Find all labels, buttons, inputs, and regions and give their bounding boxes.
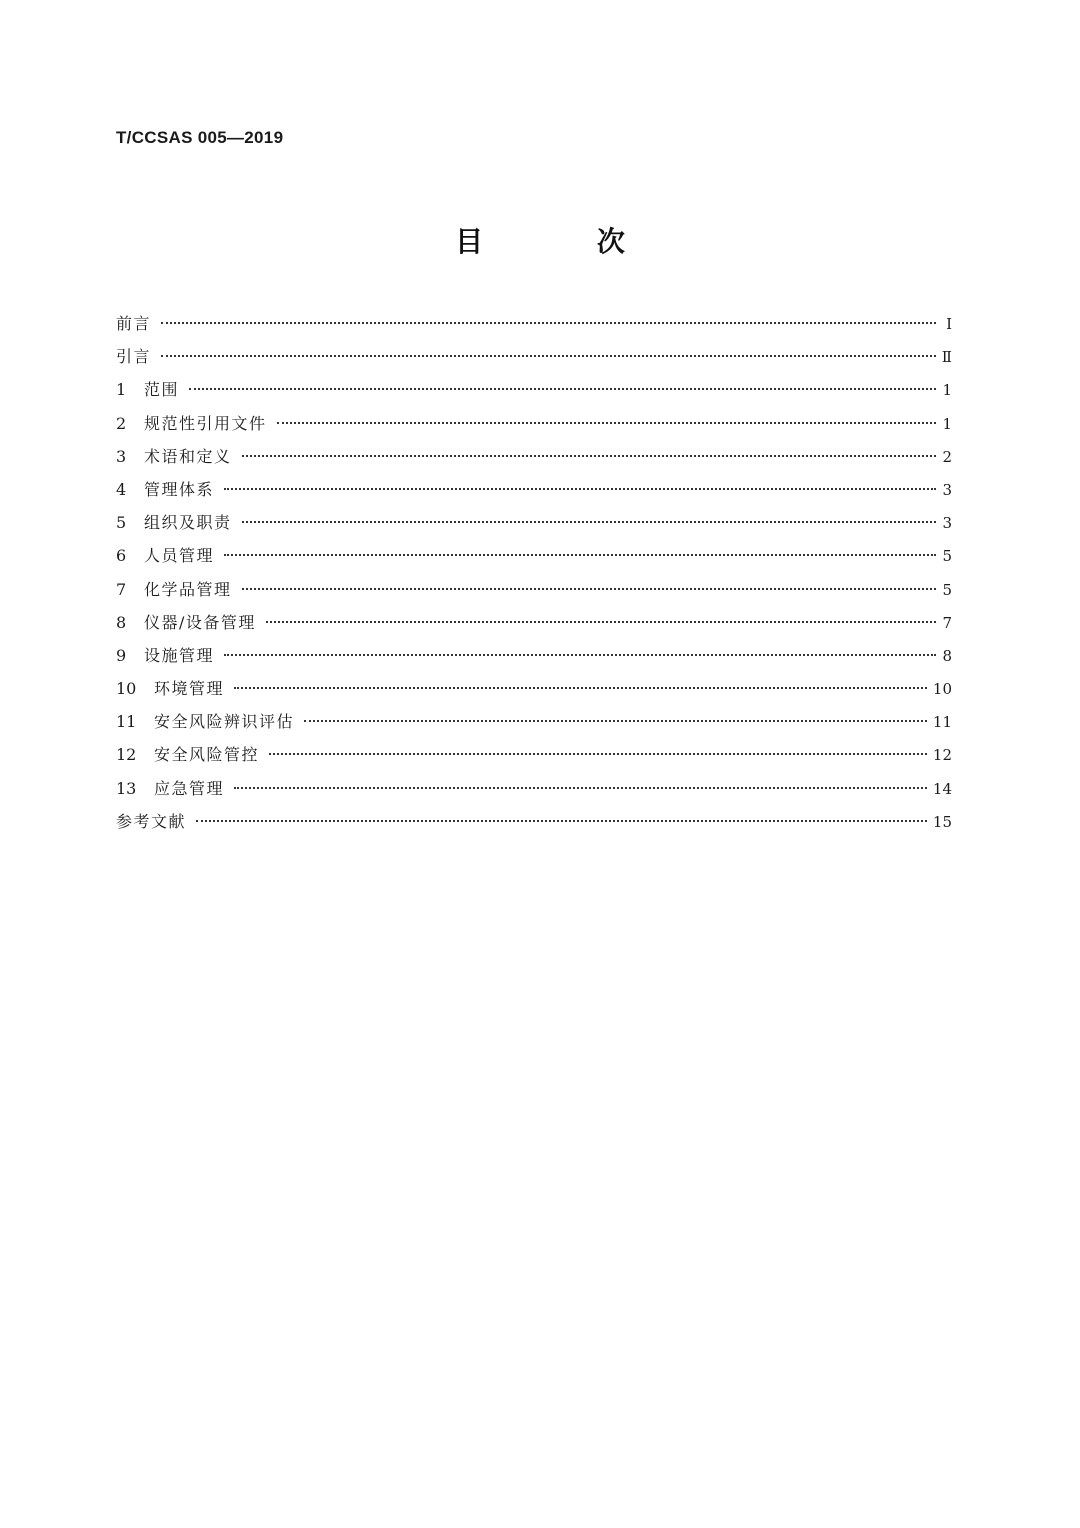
dot-leader <box>234 787 927 789</box>
dot-leader <box>242 588 936 590</box>
toc-entry[interactable] <box>116 440 952 473</box>
toc-entry-page: Ⅱ <box>941 348 952 367</box>
dot-leader <box>277 422 936 424</box>
dot-leader <box>304 720 927 722</box>
toc-entry-page: 1 <box>942 381 952 400</box>
toc-entry-label: 仪器/设备管理 <box>144 612 256 632</box>
toc-entry[interactable] <box>116 805 952 838</box>
toc-entry[interactable] <box>116 307 952 340</box>
dot-leader <box>224 488 936 490</box>
toc-entry-number: 5 <box>116 513 127 533</box>
dot-leader <box>234 687 927 689</box>
dot-leader <box>242 455 936 457</box>
toc-entry-page: 11 <box>932 713 952 732</box>
toc-entry-label: 人员管理 <box>144 546 215 566</box>
toc-entry[interactable] <box>116 772 952 805</box>
toc-entry[interactable] <box>116 506 952 539</box>
dot-leader <box>161 355 936 357</box>
toc-entry-page: 5 <box>942 580 952 599</box>
toc-entry-page: 2 <box>942 447 952 466</box>
toc-entry-page: 12 <box>932 746 952 765</box>
toc-entry-label: 术语和定义 <box>144 446 232 466</box>
toc-entry[interactable] <box>116 606 952 639</box>
toc-entry-label: 前言 <box>116 314 152 333</box>
dot-leader <box>196 820 927 822</box>
dot-leader <box>224 654 936 656</box>
toc-entry[interactable] <box>116 672 952 705</box>
toc-entry-label: 组织及职责 <box>144 513 232 533</box>
toc-entry-label: 范围 <box>144 380 180 400</box>
toc-entry-number: 7 <box>116 579 127 599</box>
toc-entry-page: Ⅰ <box>946 315 952 333</box>
toc-entry[interactable] <box>116 340 952 373</box>
toc-entry-number: 1 <box>116 380 127 400</box>
toc-entry-page: 1 <box>942 414 952 433</box>
dot-leader <box>189 388 936 390</box>
toc-entry-page: 5 <box>942 547 952 566</box>
toc-entry[interactable] <box>116 738 952 771</box>
page-title: 目 次 <box>455 225 677 258</box>
toc-entry-number: 10 <box>116 679 137 699</box>
toc-entry-page: 3 <box>942 514 952 533</box>
toc-entry-page: 3 <box>942 480 952 499</box>
toc-entry-number: 8 <box>116 612 127 632</box>
toc-entry-number: 13 <box>116 778 137 798</box>
dot-leader <box>266 621 936 623</box>
toc-entry[interactable] <box>116 373 952 406</box>
standard-code: T/CCSAS 005—2019 <box>116 128 284 147</box>
toc-entry-label: 环境管理 <box>154 679 225 699</box>
toc-entry-label: 应急管理 <box>154 778 225 798</box>
toc-entry-label: 设施管理 <box>144 645 215 665</box>
toc-entry-number: 12 <box>116 745 137 765</box>
toc-entry-label: 安全风险辨识评估 <box>154 712 295 732</box>
dot-leader <box>161 322 936 324</box>
dot-leader <box>269 753 927 755</box>
toc-entry-label: 安全风险管控 <box>154 745 260 765</box>
toc-entry-number: 3 <box>116 446 127 466</box>
toc-entry-number: 11 <box>116 712 137 732</box>
toc-entry[interactable] <box>116 539 952 572</box>
toc-entry-number: 2 <box>116 413 127 433</box>
toc-entry[interactable] <box>116 573 952 606</box>
dot-leader <box>224 554 936 556</box>
dot-leader <box>242 521 936 523</box>
toc-entry-page: 14 <box>932 779 952 798</box>
toc-entry-page: 8 <box>942 646 952 665</box>
toc-entry-label: 管理体系 <box>144 479 215 499</box>
toc-entry-number: 6 <box>116 546 127 566</box>
toc-entry-label: 参考文献 <box>116 811 187 831</box>
toc-entry-number: 9 <box>116 645 127 665</box>
toc-entry[interactable] <box>116 407 952 440</box>
toc-entry-number: 4 <box>116 479 127 499</box>
toc-entry[interactable] <box>116 473 952 506</box>
table-of-contents <box>116 307 952 838</box>
toc-entry-page: 7 <box>942 613 952 632</box>
toc-entry[interactable] <box>116 705 952 738</box>
toc-entry-page: 15 <box>932 812 952 831</box>
toc-entry-label: 规范性引用文件 <box>144 413 267 433</box>
toc-entry-label: 化学品管理 <box>144 579 232 599</box>
toc-entry-label: 引言 <box>116 347 152 367</box>
toc-entry[interactable] <box>116 639 952 672</box>
toc-entry-page: 10 <box>932 680 952 699</box>
